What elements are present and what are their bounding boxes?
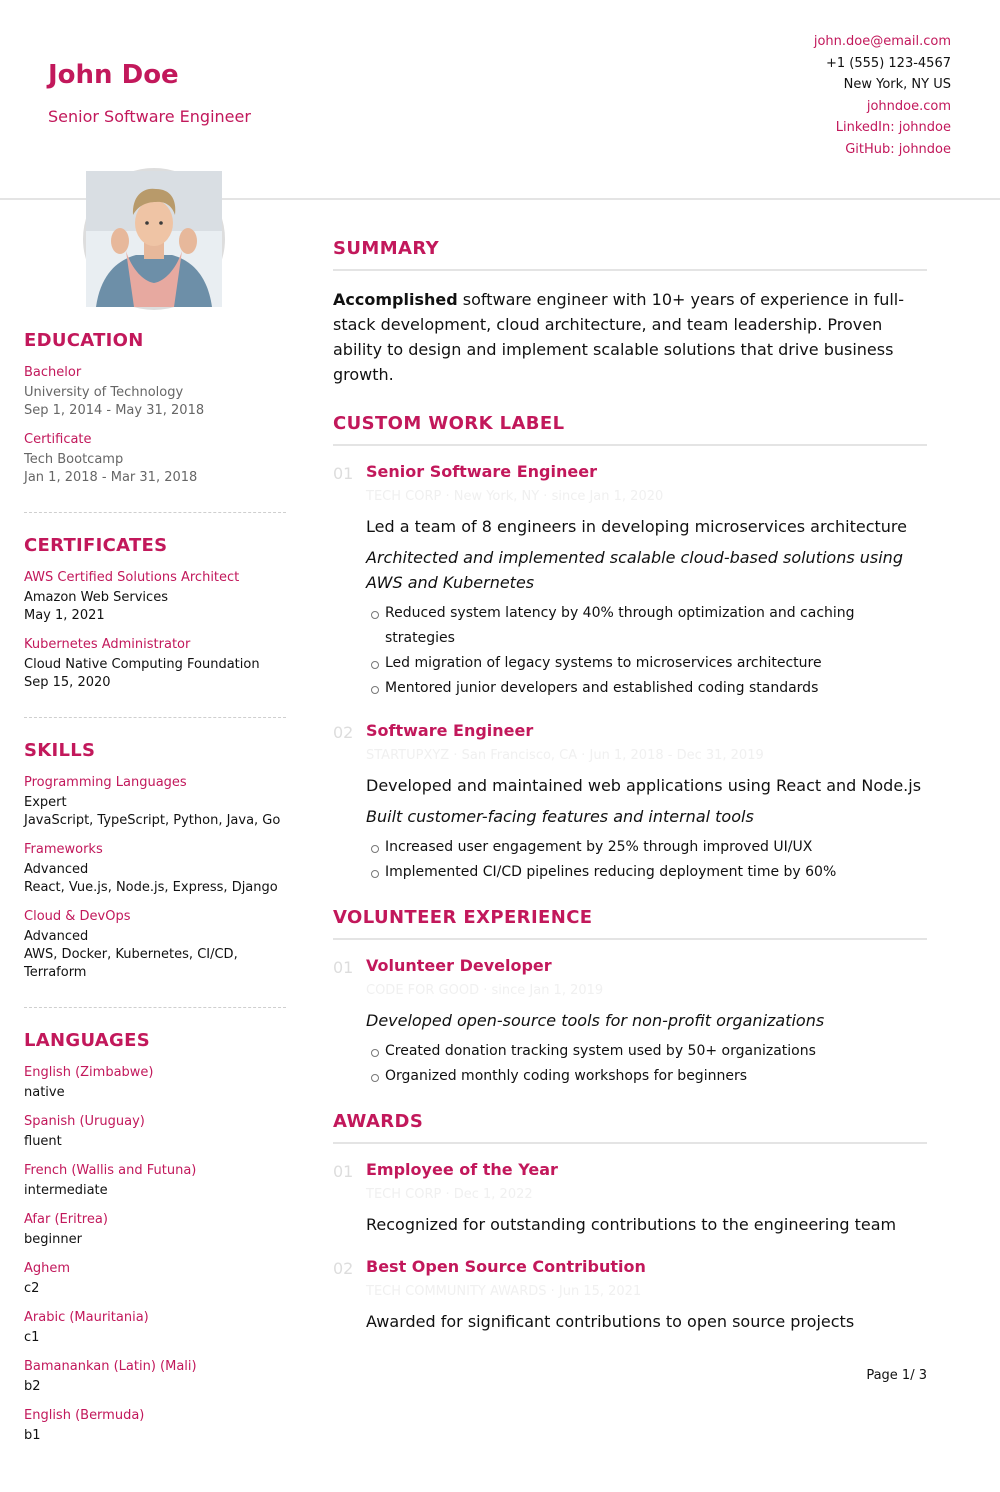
language-name: Aghem	[24, 1261, 71, 1276]
entry-description: Awarded for significant contributions to open source projects	[366, 1312, 855, 1331]
highlight-item: Led migration of legacy systems to microservices architecture	[366, 651, 927, 676]
awards-heading: AWARDS	[333, 1111, 927, 1144]
language-item	[24, 1358, 286, 1396]
skill-level: Advanced	[24, 862, 89, 877]
skill-level: Expert	[24, 795, 67, 810]
entry-title: Volunteer Developer	[366, 956, 552, 975]
languages-heading: LANGUAGES	[24, 1030, 150, 1051]
work-section	[333, 413, 927, 885]
language-name: Arabic (Mauritania)	[24, 1310, 149, 1325]
highlight-item: Increased user engagement by 25% through improved UI/UX	[366, 835, 927, 860]
language-item	[24, 1064, 286, 1102]
language-name: Afar (Eritrea)	[24, 1212, 108, 1227]
language-item	[24, 1211, 286, 1249]
language-name: English (Bermuda)	[24, 1408, 145, 1423]
summary-body: software engineer with 10+ years of experience in full-stack development, cloud architecture, and team leadership. Proven ability to design and implement scalable solutions that drive business growth.	[333, 290, 904, 384]
skills-heading: SKILLS	[24, 740, 96, 761]
language-item	[24, 1260, 286, 1298]
entry-number: 02	[333, 723, 354, 742]
award-entry	[333, 1257, 927, 1334]
language-level: b1	[24, 1428, 41, 1443]
work-entry	[333, 462, 927, 701]
entry-summary: Built customer-facing features and internal tools	[366, 807, 754, 826]
education-dates: Sep 1, 2014 - May 31, 2018	[24, 403, 205, 418]
email-link[interactable]: john.doe@email.com	[813, 34, 951, 49]
left-column	[24, 330, 286, 1492]
entry-title: Senior Software Engineer	[366, 462, 597, 481]
education-heading: EDUCATION	[24, 330, 144, 351]
entry-meta: TECH CORP · New York, NY · since Jan 1, 2020	[366, 489, 664, 504]
language-level: fluent	[24, 1134, 62, 1149]
highlight-item: Organized monthly coding workshops for beginners	[366, 1064, 927, 1089]
entry-highlights	[366, 1039, 927, 1089]
certificate-item	[24, 636, 286, 692]
skill-keywords: React, Vue.js, Node.js, Express, Django	[24, 880, 278, 895]
volunteer-heading: VOLUNTEER EXPERIENCE	[333, 907, 927, 940]
language-name: Bamanankan (Latin) (Mali)	[24, 1359, 197, 1374]
language-item	[24, 1162, 286, 1200]
certificate-date: Sep 15, 2020	[24, 675, 111, 690]
education-degree: Bachelor	[24, 365, 82, 380]
location: New York, NY US	[843, 77, 951, 92]
entry-meta: STARTUPXYZ · San Francisco, CA · Jun 1, 2018 - Dec 31, 2019	[366, 748, 764, 763]
highlight-item: Created donation tracking system used by 50+ organizations	[366, 1039, 927, 1064]
skill-level: Advanced	[24, 929, 89, 944]
education-section	[24, 330, 286, 513]
github-link[interactable]: GitHub: johndoe	[845, 141, 951, 157]
profile-photo	[83, 168, 225, 310]
work-heading: CUSTOM WORK LABEL	[333, 413, 927, 446]
language-level: intermediate	[24, 1183, 108, 1198]
education-institution: University of Technology	[24, 385, 184, 400]
linkedin-link[interactable]: LinkedIn: johndoe	[835, 120, 951, 135]
summary-text	[333, 287, 927, 387]
language-level: native	[24, 1085, 65, 1100]
summary-bold: Accomplished	[333, 290, 458, 309]
certificate-date: May 1, 2021	[24, 608, 105, 623]
entry-highlights	[366, 835, 927, 885]
award-entry	[333, 1160, 927, 1237]
skill-item	[24, 908, 286, 982]
entry-title: Software Engineer	[366, 721, 534, 740]
summary-heading: SUMMARY	[333, 238, 927, 271]
entry-meta: CODE FOR GOOD · since Jan 1, 2019	[366, 983, 604, 998]
skills-section	[24, 740, 286, 1008]
entry-number: 01	[333, 1162, 354, 1181]
certificate-issuer: Cloud Native Computing Foundation	[24, 657, 260, 672]
skill-item	[24, 774, 286, 830]
education-item	[24, 431, 286, 487]
language-item	[24, 1407, 286, 1445]
volunteer-section	[333, 907, 927, 1089]
skill-item	[24, 841, 286, 897]
certificates-section	[24, 535, 286, 718]
entry-number: 02	[333, 1259, 354, 1278]
work-entry	[333, 721, 927, 885]
awards-section	[333, 1111, 927, 1334]
avatar-photo-icon	[86, 171, 222, 307]
certificates-heading: CERTIFICATES	[24, 535, 168, 556]
entry-meta: TECH COMMUNITY AWARDS · Jun 15, 2021	[366, 1284, 642, 1299]
certificate-issuer: Amazon Web Services	[24, 590, 168, 605]
candidate-name: John Doe	[48, 60, 179, 90]
education-dates: Jan 1, 2018 - Mar 31, 2018	[24, 470, 198, 485]
entry-title: Best Open Source Contribution	[366, 1257, 646, 1276]
language-name: French (Wallis and Futuna)	[24, 1163, 197, 1178]
language-level: beginner	[24, 1232, 82, 1247]
language-item	[24, 1113, 286, 1151]
entry-title: Employee of the Year	[366, 1160, 558, 1179]
entry-summary: Developed open-source tools for non-profit organizations	[366, 1011, 825, 1030]
entry-description: Led a team of 8 engineers in developing microservices architecture	[366, 517, 907, 536]
entry-highlights	[366, 601, 927, 701]
education-institution: Tech Bootcamp	[24, 452, 124, 467]
entry-meta: TECH CORP · Dec 1, 2022	[366, 1187, 533, 1202]
highlight-item: Reduced system latency by 40% through optimization and caching strategies	[366, 601, 927, 651]
education-item	[24, 364, 286, 420]
languages-section	[24, 1030, 286, 1470]
entry-number: 01	[333, 958, 354, 977]
phone-number: +1 (555) 123-4567	[826, 55, 951, 71]
entry-summary: Architected and implemented scalable cloud-based solutions using AWS and Kubernetes	[366, 548, 903, 592]
volunteer-entry	[333, 956, 927, 1089]
candidate-title: Senior Software Engineer	[48, 107, 251, 126]
language-level: b2	[24, 1379, 41, 1394]
education-degree: Certificate	[24, 432, 92, 447]
certificate-item	[24, 569, 286, 625]
entry-number: 01	[333, 464, 354, 483]
summary-section	[333, 238, 927, 387]
skill-category: Programming Languages	[24, 775, 187, 790]
page-number: Page 1/ 3	[866, 1368, 927, 1383]
website-link[interactable]: johndoe.com	[866, 98, 951, 114]
skill-keywords: JavaScript, TypeScript, Python, Java, Go	[24, 813, 281, 828]
highlight-item: Mentored junior developers and established coding standards	[366, 676, 927, 701]
contact-block	[814, 31, 951, 160]
entry-description: Recognized for outstanding contributions to the engineering team	[366, 1215, 897, 1234]
entry-description: Developed and maintained web applications using React and Node.js	[366, 776, 922, 795]
certificate-name: AWS Certified Solutions Architect	[24, 570, 240, 585]
right-column	[333, 238, 927, 1356]
certificate-name: Kubernetes Administrator	[24, 637, 191, 652]
highlight-item: Implemented CI/CD pipelines reducing deployment time by 60%	[366, 860, 927, 885]
language-name: Spanish (Uruguay)	[24, 1114, 145, 1129]
skill-keywords: AWS, Docker, Kubernetes, CI/CD, Terraform	[24, 947, 238, 980]
language-item	[24, 1309, 286, 1347]
skill-category: Frameworks	[24, 842, 103, 857]
language-name: English (Zimbabwe)	[24, 1065, 154, 1080]
skill-category: Cloud & DevOps	[24, 909, 131, 924]
language-level: c1	[24, 1330, 40, 1345]
language-level: c2	[24, 1281, 40, 1296]
